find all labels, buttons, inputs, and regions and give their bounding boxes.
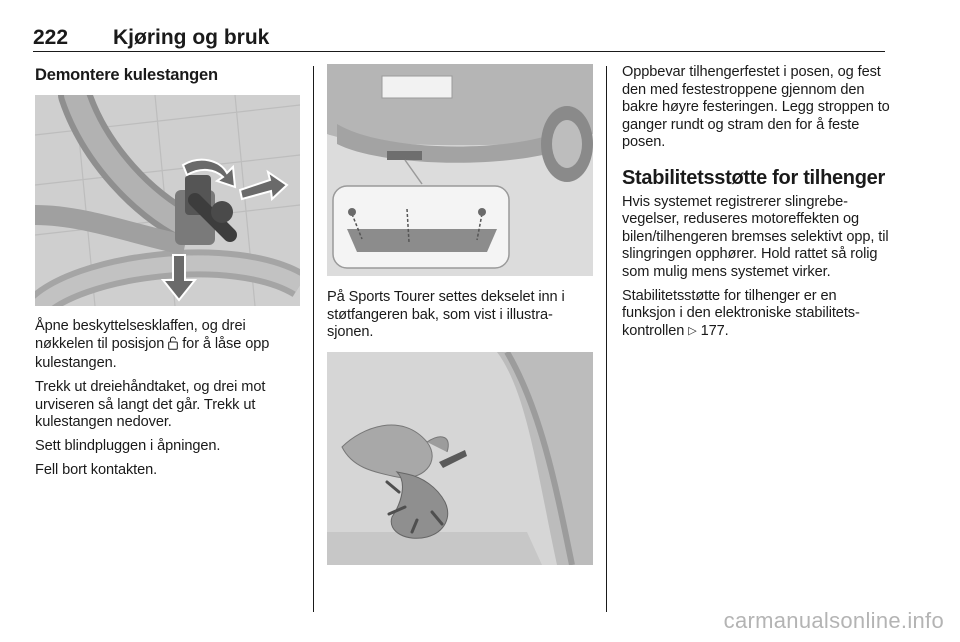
towbar-storage-bag-illustration [327,352,593,565]
towbar-removal-illustration [35,95,300,306]
paragraph-store-towbar: Oppbevar tilhengerfestet i posen, og fest den med festestroppene gjennom den bakre høyre festeringen. Legg stroppen to ganger rundt og stram den for å feste posen. [622,64,890,150]
watermark: carmanualsonline.info [723,608,944,633]
page-reference[interactable]: 177 [700,322,725,339]
header-rule [33,51,885,52]
section-heading-trailer-stability: Stabilitetsstøtte for tilhenger [622,166,885,189]
column-3 [622,64,890,347]
paragraph-sports-tourer: På Sports Tourer settes dekselet inn i støtfangeren bak, som vist i illustrasjonen. [327,289,565,340]
lock-open-icon [168,336,178,356]
paragraph-pull-handle: Trekk ut dreiehåndtaket, og drei mot urviseren så langt det går. Trekk ut kulestangen nedover. [35,379,266,430]
section-heading-remove-towbar: Demontere kulestangen [35,66,218,84]
page-header [33,20,885,52]
paragraph-unlock: Åpne beskyttelsesklaffen, og drei nøkkelen til posisjon for å låse opp kulestangen. [35,318,270,371]
rear-bumper-cover-illustration [327,64,593,276]
arrow-right-icon: ▷ [688,324,697,337]
paragraph-esc-reference: Stabilitetsstøtte for tilhenger er en funksjon i den elektroniske stabilitetskontrollen ▷ 177. [622,287,860,339]
column-2 [327,64,593,565]
paragraph-sway-detection: Hvis systemet registrerer slingrebevegelser, reduseres motoreffekten og bilen/tilhengeren bremses selektivt opp, til slingringen opphører. Hold rattet så rolig som mulig mens systemet virker. [622,193,889,280]
page-number: 222 [33,26,69,49]
column-divider-1 [313,66,314,612]
column-1 [35,64,300,486]
column-divider-2 [606,66,607,612]
paragraph-blind-plug: Sett blindpluggen i åpningen. [35,438,221,454]
paragraph-fold-connector: Fell bort kontakten. [35,462,158,478]
chapter-title: Kjøring og bruk [113,26,270,49]
